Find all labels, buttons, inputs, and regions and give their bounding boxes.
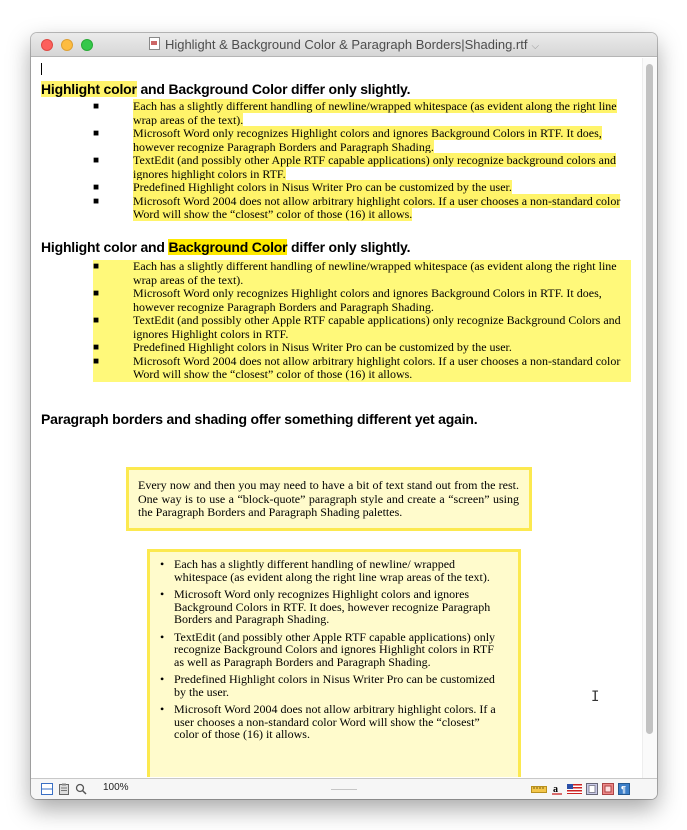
svg-text:a: a	[553, 784, 558, 795]
list-item: ■ TextEdit (and possibly other Apple RTF capable applications) only recognize background colors and ignores highlight colors in RTF.	[93, 153, 616, 181]
list-item: ■ TextEdit (and possibly other Apple RTF capable applications) only recognize Background Colors and ignores Highlight colors in RTF.	[93, 314, 631, 341]
ruler-icon[interactable]	[531, 783, 547, 795]
list-item: ■ Microsoft Word only recognizes Highlight colors and ignores Background Colors in RTF. It does, however recognize Paragraph Borders and Paragraph Shading.	[93, 287, 631, 314]
bullet-icon: ■	[93, 288, 100, 299]
section2-heading-post: differ only slightly.	[287, 239, 411, 255]
list-item: • Microsoft Word only recognizes Highlight colors and ignores Background Colors in RTF. It does, however recognize Paragraph Borders and Paragraph Shading.	[158, 588, 506, 626]
bullet-icon: ■	[93, 315, 100, 326]
window-title-text: Highlight & Background Color & Paragraph Borders|Shading.rtf	[164, 37, 528, 52]
section2-heading	[41, 239, 410, 255]
bullet-icon: ■	[93, 155, 100, 166]
section3-heading: Paragraph borders and shading offer something different yet again.	[41, 411, 478, 427]
rtf-document-icon	[149, 37, 160, 50]
paragraph-icon[interactable]	[618, 783, 630, 795]
list-item: ■ Each has a slightly different handling of newline/wrapped whitespace (as evident along the right line wrap areas of the text).	[93, 99, 617, 127]
ibeam-cursor-icon: I	[591, 689, 600, 705]
scrollbar-thumb[interactable]	[646, 64, 653, 734]
bullet-icon: ■	[93, 355, 100, 367]
bullet-icon: ■	[93, 101, 100, 112]
list-item: • Microsoft Word 2004 does not allow arbitrary highlight colors. If a user chooses a non-standard color Word will show the “closest” color of those (16) it allows.	[158, 703, 506, 741]
text-cursor	[41, 63, 42, 75]
svg-text:¶: ¶	[621, 784, 627, 795]
section1-heading	[41, 81, 410, 97]
section1-heading-highlight: Highlight color	[41, 81, 137, 97]
section2-list	[93, 260, 631, 382]
underline-a-icon[interactable]	[551, 783, 563, 795]
list-item: ■ Microsoft Word only recognizes Highlight colors and ignores Background Colors in RTF. It does, however recognize Paragraph Borders and Paragraph Shading.	[93, 126, 602, 154]
section2-heading-highlight: Background Color	[168, 239, 288, 255]
block-quote: Every now and then you may need to have a bit of text stand out from the rest. One way is to use a “block-quote” paragraph style and create a “screen” using the Paragraph Borders and Paragraph Shading palettes.	[126, 467, 532, 531]
clipboard-icon[interactable]	[58, 783, 70, 795]
list-item: ■ Each has a slightly different handling of newline/wrapped whitespace (as evident along the right line wrap areas of the text).	[93, 260, 631, 287]
page-view-icon[interactable]	[586, 783, 598, 795]
shaded-list-box	[147, 549, 521, 777]
list-item: • Predefined Highlight colors in Nisus Writer Pro can be customized by the user.	[158, 673, 506, 698]
zoom-level[interactable]: 100%	[103, 782, 129, 793]
window-title[interactable]	[31, 37, 657, 52]
title-bar[interactable]	[31, 33, 657, 57]
section2-heading-pre: Highlight color and	[41, 239, 169, 255]
list-item: ■ Microsoft Word 2004 does not allow arbitrary highlight colors. If a user chooses a non-standard color Word will show the “closest” color of those (16) it allows.	[93, 193, 621, 221]
list-item: ■ Predefined Highlight colors in Nisus Writer Pro can be customized by the user.	[93, 180, 512, 194]
bullet-icon: ■	[93, 261, 100, 272]
bullet-icon: ■	[93, 128, 100, 139]
section3-list	[158, 558, 506, 741]
section1-list	[93, 100, 631, 222]
list-item: • Each has a slightly different handling of newline/ wrapped whitespace (as evident along the right line wrap areas of the text).	[158, 558, 506, 583]
chevron-down-icon[interactable]: ⌵	[531, 41, 540, 52]
invisibles-icon[interactable]	[602, 783, 614, 795]
bullet-icon: ■	[93, 182, 100, 193]
document-body[interactable]	[31, 57, 641, 777]
bullet-icon: ■	[93, 342, 100, 353]
bullet-icon: ■	[93, 195, 100, 207]
vertical-scrollbar[interactable]	[642, 58, 657, 778]
document-window	[31, 33, 657, 799]
list-item: ■ Predefined Highlight colors in Nisus Writer Pro can be customized by the user.	[93, 341, 631, 355]
resize-divider[interactable]	[331, 789, 357, 790]
status-bar	[31, 778, 657, 799]
us-flag-icon[interactable]	[567, 783, 582, 795]
list-item: ■ Microsoft Word 2004 does not allow arbitrary highlight colors. If a user chooses a non-standard color Word will show the “closest” color of those (16) it allows.	[93, 355, 631, 382]
list-item: • TextEdit (and possibly other Apple RTF capable applications) only recognize Background Colors and ignores Highlight colors in RTF as well as Paragraph Borders and Paragraph Shading.	[158, 631, 506, 669]
magnifier-icon[interactable]	[75, 783, 87, 795]
section1-heading-rest: and Background Color differ only slightly.	[136, 81, 411, 97]
page-layout-icon[interactable]	[41, 783, 53, 795]
